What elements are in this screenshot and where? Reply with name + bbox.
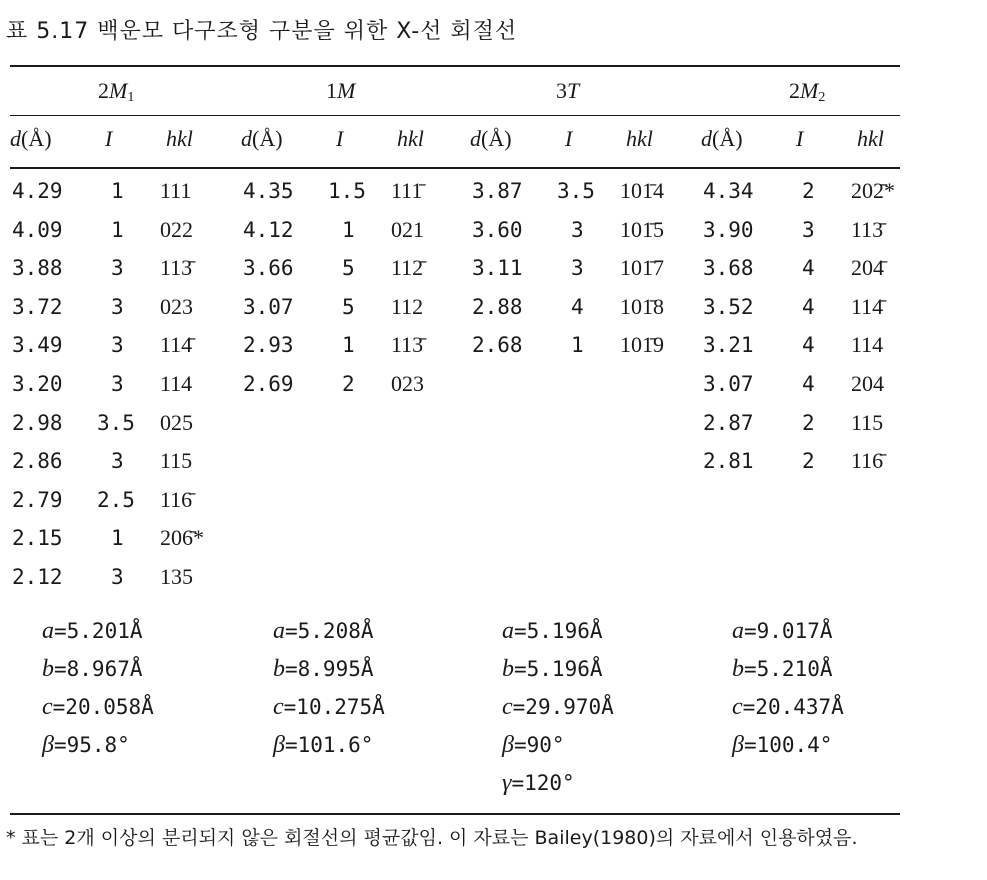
bottom-rule (10, 813, 900, 815)
hkl-cell: 025 (160, 409, 193, 435)
intensity-cell: 3 (111, 449, 124, 474)
column-header-intensity: I (565, 126, 573, 151)
group-header: 1M (326, 78, 356, 103)
d-spacing-cell: 2.69 (243, 372, 294, 396)
column-header-hkl: hkl (626, 126, 653, 151)
top-rule (10, 65, 900, 67)
group-rule (10, 115, 900, 116)
footnote: * 표는 2개 이상의 분리되지 않은 회절선의 평균값임. 이 자료는 Bailey(1980)의 자료에서 인용하였음. (6, 827, 858, 849)
d-spacing-cell: 2.68 (472, 333, 523, 358)
d-spacing-cell: 2.98 (12, 410, 63, 435)
hkl-cell: 023 (160, 293, 193, 319)
intensity-cell: 4 (802, 256, 815, 281)
hkl-cell: 115 (160, 448, 193, 474)
intensity-cell: 1 (111, 179, 124, 203)
hkl-cell: 115 (851, 409, 884, 435)
hkl-cell: 023 (391, 371, 424, 396)
hkl-cell: 114 (851, 332, 884, 358)
intensity-cell: 4 (802, 333, 815, 358)
intensity-cell: 1 (342, 217, 355, 242)
hkl-cell: 111̄ (391, 178, 423, 203)
hkl-cell: 202̄* (851, 178, 895, 203)
d-spacing-cell: 3.07 (703, 372, 754, 396)
cell-parameter: b=5.210Å (732, 656, 833, 682)
hkl-cell: 112 (391, 293, 424, 319)
column-header-d: d(Å) (701, 126, 743, 151)
intensity-cell: 4 (802, 372, 815, 396)
table-caption: 표 5.17 백운모 다구조형 구분을 위한 X-선 회절선 (6, 19, 518, 44)
d-spacing-cell: 3.90 (703, 217, 754, 242)
cell-parameter: b=8.967Å (42, 656, 143, 682)
column-header-hkl: hkl (166, 126, 193, 151)
d-spacing-cell: 4.35 (243, 179, 294, 203)
intensity-cell: 3 (571, 256, 584, 281)
column-header-d: d(Å) (241, 126, 283, 151)
d-spacing-cell: 2.12 (12, 565, 63, 589)
column-header-intensity: I (105, 126, 113, 151)
d-spacing-cell: 3.87 (472, 179, 523, 203)
cell-parameter: a=5.208Å (273, 618, 374, 644)
hkl-cell: 113̄ (160, 255, 193, 281)
d-spacing-cell: 2.79 (12, 487, 63, 512)
intensity-cell: 1 (571, 333, 584, 358)
hkl-cell: 101̄5 (620, 216, 664, 242)
column-header-d: d(Å) (470, 126, 512, 151)
intensity-cell: 1 (342, 333, 355, 358)
cell-parameter: γ=120° (502, 770, 575, 796)
intensity-cell: 2 (802, 179, 815, 203)
hkl-cell: 021 (391, 216, 424, 242)
d-spacing-cell: 3.66 (243, 256, 294, 281)
d-spacing-cell: 2.88 (472, 294, 523, 319)
hkl-cell: 112̄ (391, 255, 424, 281)
intensity-cell: 3 (111, 565, 124, 589)
column-header-hkl: hkl (397, 126, 424, 151)
intensity-cell: 3 (571, 217, 584, 242)
intensity-cell: 1.5 (328, 179, 366, 203)
intensity-cell: 2 (802, 449, 815, 474)
cell-parameter: β=100.4° (732, 732, 833, 758)
d-spacing-cell: 2.86 (12, 449, 63, 474)
intensity-cell: 2 (342, 372, 355, 396)
cell-parameter: c=10.275Å (273, 694, 385, 720)
intensity-cell: 3 (111, 256, 124, 281)
cell-parameter: β=95.8° (42, 732, 130, 758)
d-spacing-cell: 4.09 (12, 217, 63, 242)
intensity-cell: 1 (111, 526, 124, 551)
group-header: 3T (556, 78, 580, 103)
d-spacing-cell: 3.68 (703, 256, 754, 281)
d-spacing-cell: 3.07 (243, 294, 294, 319)
intensity-cell: 4 (802, 294, 815, 319)
column-header-d: d(Å) (10, 126, 52, 151)
d-spacing-cell: 3.52 (703, 294, 754, 319)
hkl-cell: 101̄4 (620, 178, 664, 203)
hkl-cell: 116̄ (851, 448, 884, 474)
cell-parameter: b=8.995Å (273, 656, 374, 682)
hkl-cell: 022 (160, 216, 193, 242)
cell-parameter: c=29.970Å (502, 694, 614, 720)
hkl-cell: 135 (160, 564, 193, 589)
cell-parameter: β=101.6° (273, 732, 374, 758)
d-spacing-cell: 3.60 (472, 217, 523, 242)
hkl-cell: 113̄ (851, 216, 884, 242)
hkl-cell: 114 (160, 371, 193, 396)
d-spacing-cell: 4.12 (243, 217, 294, 242)
intensity-cell: 3 (111, 372, 124, 396)
intensity-cell: 1 (111, 217, 124, 242)
column-header-intensity: I (796, 126, 804, 151)
intensity-cell: 3 (111, 294, 124, 319)
hkl-cell: 114̄ (160, 332, 193, 358)
d-spacing-cell: 3.88 (12, 256, 63, 281)
hkl-cell: 111 (160, 178, 192, 203)
cell-parameter: c=20.437Å (732, 694, 844, 720)
d-spacing-cell: 3.72 (12, 294, 63, 319)
hkl-cell: 101̄8 (620, 293, 664, 319)
intensity-cell: 3 (111, 333, 124, 358)
d-spacing-cell: 3.49 (12, 333, 63, 358)
hkl-cell: 116̄ (160, 486, 193, 512)
d-spacing-cell: 2.15 (12, 526, 63, 551)
d-spacing-cell: 3.21 (703, 333, 754, 358)
intensity-cell: 3.5 (97, 410, 135, 435)
hkl-cell: 113̄ (391, 332, 424, 358)
cell-parameter: β=90° (502, 732, 565, 758)
d-spacing-cell: 2.81 (703, 449, 754, 474)
intensity-cell: 3 (802, 217, 815, 242)
cell-parameter: b=5.196Å (502, 656, 603, 682)
intensity-cell: 2.5 (97, 487, 135, 512)
hkl-cell: 204 (851, 371, 884, 396)
hkl-cell: 114̄ (851, 293, 884, 319)
column-header-intensity: I (336, 126, 344, 151)
d-spacing-cell: 3.11 (472, 256, 523, 281)
intensity-cell: 4 (571, 294, 584, 319)
d-spacing-cell: 4.29 (12, 179, 63, 203)
hkl-cell: 101̄9 (620, 332, 664, 358)
intensity-cell: 2 (802, 410, 815, 435)
hkl-cell: 206̄* (160, 525, 204, 551)
group-header: $2M_1$ (98, 78, 135, 105)
d-spacing-cell: 2.87 (703, 410, 754, 435)
intensity-cell: 3.5 (557, 179, 595, 203)
header-rule (10, 167, 900, 169)
group-header: $2M_2$ (789, 78, 826, 105)
hkl-cell: 101̄7 (620, 255, 664, 281)
cell-parameter: a=5.196Å (502, 618, 603, 644)
column-header-hkl: hkl (857, 126, 884, 151)
cell-parameter: a=9.017Å (732, 618, 833, 644)
d-spacing-cell: 2.93 (243, 333, 294, 358)
hkl-cell: 204̄ (851, 255, 884, 281)
intensity-cell: 5 (342, 294, 355, 319)
intensity-cell: 5 (342, 256, 355, 281)
cell-parameter: a=5.201Å (42, 618, 143, 644)
cell-parameter: c=20.058Å (42, 694, 154, 720)
d-spacing-cell: 4.34 (703, 179, 754, 203)
d-spacing-cell: 3.20 (12, 372, 63, 396)
